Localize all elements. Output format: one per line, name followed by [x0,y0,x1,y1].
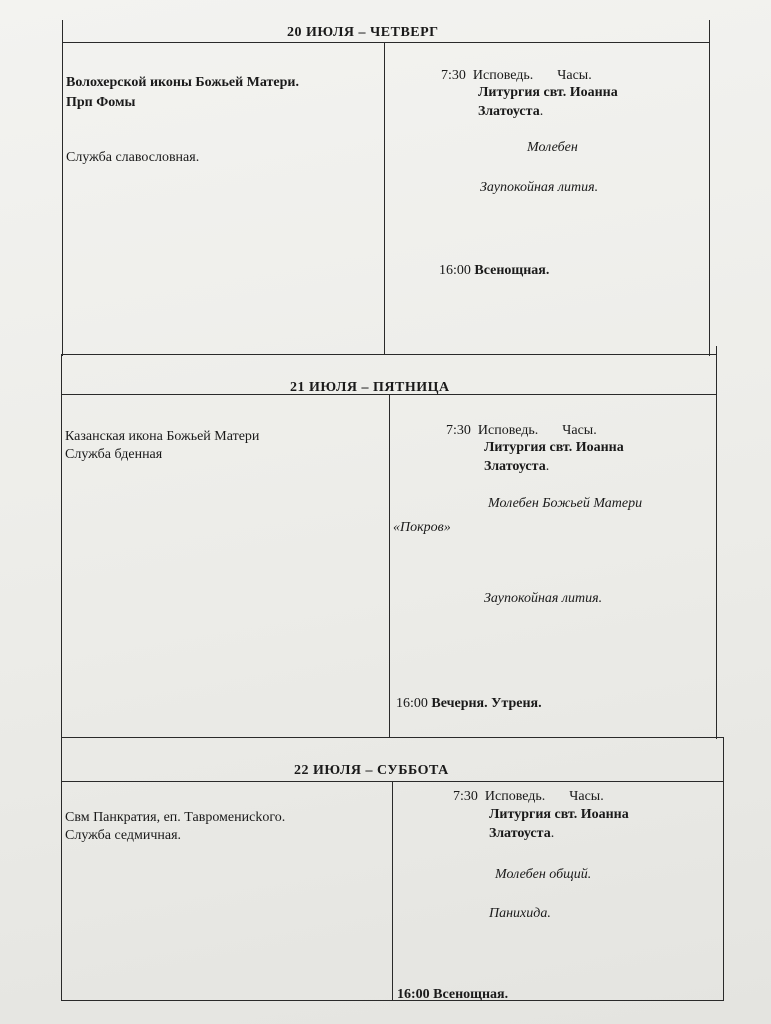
rule [723,737,724,1000]
hours: Часы. [569,789,604,804]
time: 16:00 [396,696,428,711]
feast-name: Казанская икона Божьей Матери [65,429,260,444]
time: 7:30 [453,789,478,804]
rule [384,42,385,354]
rule [61,737,62,1000]
moleben: Молебен Божьей Матери [488,496,643,511]
evening-service: Всенощная. [474,263,550,278]
rule [62,42,710,43]
litiya: Заупокойная лития. [484,591,603,606]
rule [716,346,717,739]
rule [709,20,710,356]
litiya: Заупокойная лития. [480,180,599,195]
service-type: Служба славословная. [66,150,200,165]
day-header: 20 ИЮЛЯ – ЧЕТВЕРГ [287,25,439,40]
service-type: Служба седмичная. [65,828,182,843]
service-type: Служба бденная [65,447,163,462]
hours: Часы. [557,68,592,83]
evening-service: Вечерня. Утреня. [431,696,542,711]
evening-line [396,695,542,713]
rule [61,1000,724,1001]
time: 7:30 [441,68,466,83]
feast-name: Прп Фомы [66,95,136,110]
liturgy: Златоуста. [478,104,544,119]
liturgy: Литургия свт. Иоанна [489,807,629,822]
confession: Исповедь. [484,789,546,804]
moleben: Молебен общий. [495,867,592,882]
panikhida: Панихида. [489,906,551,921]
morning-line [453,788,604,806]
rule [62,354,716,355]
liturgy: Златоуста. [484,459,550,474]
rule [62,20,63,356]
hours: Часы. [562,423,597,438]
confession: Исповедь. [472,68,534,83]
liturgy: Литургия свт. Иоанна [478,85,618,100]
day-header: 22 ИЮЛЯ – СУББОТА [294,763,449,778]
moleben: «Покров» [393,520,451,535]
evening-line [397,986,508,1004]
time: 7:30 [446,423,471,438]
morning-line [446,422,597,440]
time: 16:00 [439,263,471,278]
rule [61,354,62,739]
feast-name: Волохерской иконы Божьей Матери. [66,75,299,90]
time: 16:00 [397,987,430,1002]
day-header: 21 ИЮЛЯ – ПЯТНИЦА [290,380,450,395]
liturgy: Литургия свт. Иоанна [484,440,624,455]
moleben: Молебен [527,140,578,155]
confession: Исповедь. [477,423,539,438]
rule [392,781,393,1001]
liturgy: Златоуста. [489,826,555,841]
evening-line [439,262,549,280]
feast-name: Свм Панкратия, еп. Тавроменисkого. [65,810,286,825]
morning-line [441,67,592,85]
rule [61,737,724,738]
evening-service: Всенощная. [433,987,509,1002]
rule [389,394,390,737]
